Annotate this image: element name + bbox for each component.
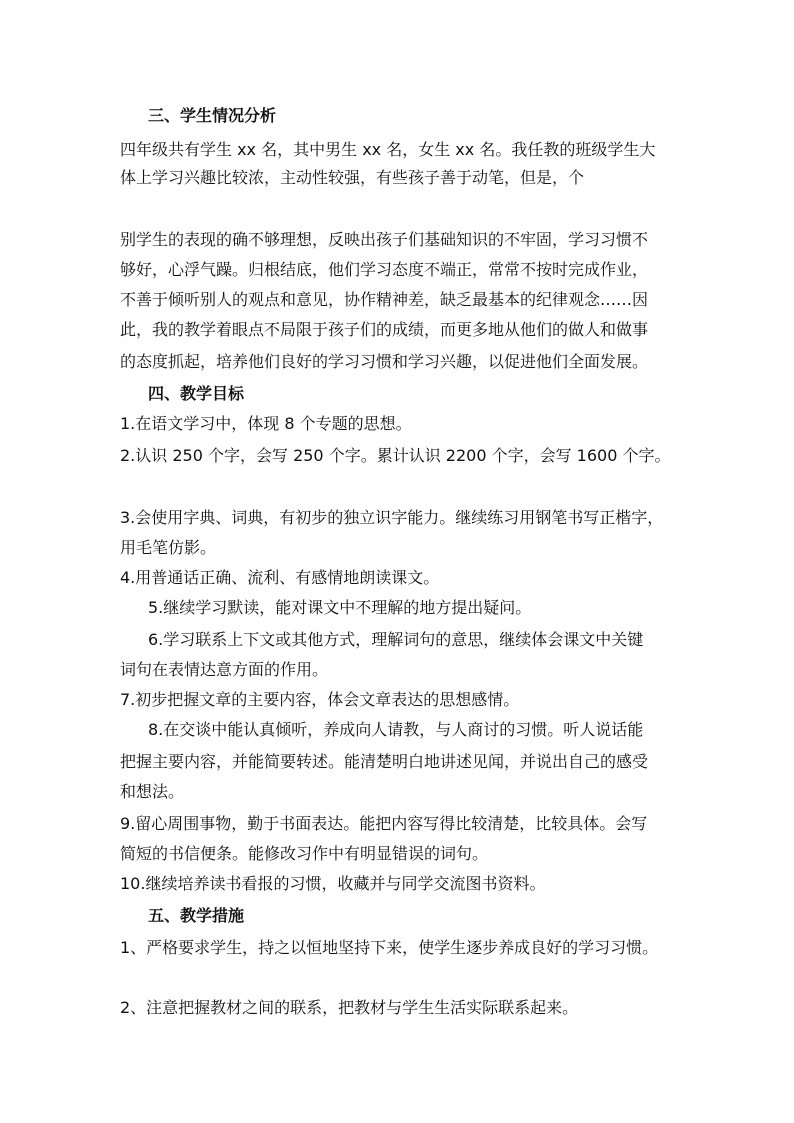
goal-line: 6.学习联系上下文或其他方式，理解词句的意思，继续体会课文中关键 — [148, 630, 644, 649]
goal-line: 2.认识 250 个字，会写 250 个字。累计认识 2200 个字，会写 1600 个字。 — [120, 446, 671, 465]
goal-line: 词句在表情达意方面的作用。 — [120, 660, 329, 679]
goal-line: 7.初步把握文章的主要内容，体会文章表达的思想感情。 — [120, 690, 520, 709]
paragraph-line: 四年级共有学生 xx 名，其中男生 xx 名，女生 xx 名。我任教的班级学生大 — [120, 140, 656, 159]
goal-line: 3.会使用字典、词典，有初步的独立识字能力。继续练习用钢笔书写正楷字， — [120, 508, 664, 527]
goal-line: 和想法。 — [120, 782, 185, 801]
paragraph-line: 体上学习兴趣比较浓，主动性较强，有些孩子善于动笔，但是，个 — [120, 168, 585, 187]
measure-line: 1、严格要求学生，持之以恒地坚持下来，使学生逐步养成良好的学习习惯。 — [120, 938, 659, 957]
goal-line: 4.用普通话正确、流利、有感情地朗读课文。 — [120, 568, 440, 587]
paragraph-line: 别学生的表现的确不够理想，反映出孩子们基础知识的不牢固，学习习惯不 — [120, 230, 649, 249]
goal-line: 1.在语文学习中，体现 8 个专题的思想。 — [120, 414, 412, 433]
section-heading-teaching-goals: 四、教学目标 — [148, 384, 245, 403]
paragraph-line: 此，我的教学着眼点不局限于孩子们的成绩，而更多地从他们的做人和做事 — [120, 320, 649, 339]
goal-line: 8.在交谈中能认真倾听，养成向人请教，与人商讨的习惯。听人说话能 — [148, 720, 644, 739]
goal-line: 10.继续培养读书看报的习惯，收藏并与同学交流图书资料。 — [120, 874, 546, 893]
section-heading-teaching-measures: 五、教学措施 — [148, 906, 245, 925]
paragraph-line: 的态度抓起，培养他们良好的学习习惯和学习兴趣，以促进他们全面发展。 — [120, 352, 649, 371]
goal-line: 简短的书信便条。能修改习作中有明显错误的词句。 — [120, 844, 489, 863]
goal-line: 用毛笔仿影。 — [120, 538, 217, 557]
section-heading-student-analysis: 三、学生情况分析 — [148, 106, 277, 125]
measure-line: 2、注意把握教材之间的联系，把教材与学生生活实际联系起来。 — [120, 998, 579, 1017]
paragraph-line: 不善于倾听别人的观点和意见，协作精神差，缺乏最基本的纪律观念……因 — [120, 290, 649, 309]
goal-line: 9.留心周围事物，勤于书面表达。能把内容写得比较清楚，比较具体。会写 — [120, 814, 648, 833]
goal-line: 5.继续学习默读，能对课文中不理解的地方提出疑问。 — [148, 598, 532, 617]
goal-line: 把握主要内容，并能简要转述。能清楚明白地讲述见闻，并说出自己的感受 — [120, 752, 649, 771]
paragraph-line: 够好，心浮气躁。归根结底，他们学习态度不端正，常常不按时完成作业， — [120, 260, 649, 279]
